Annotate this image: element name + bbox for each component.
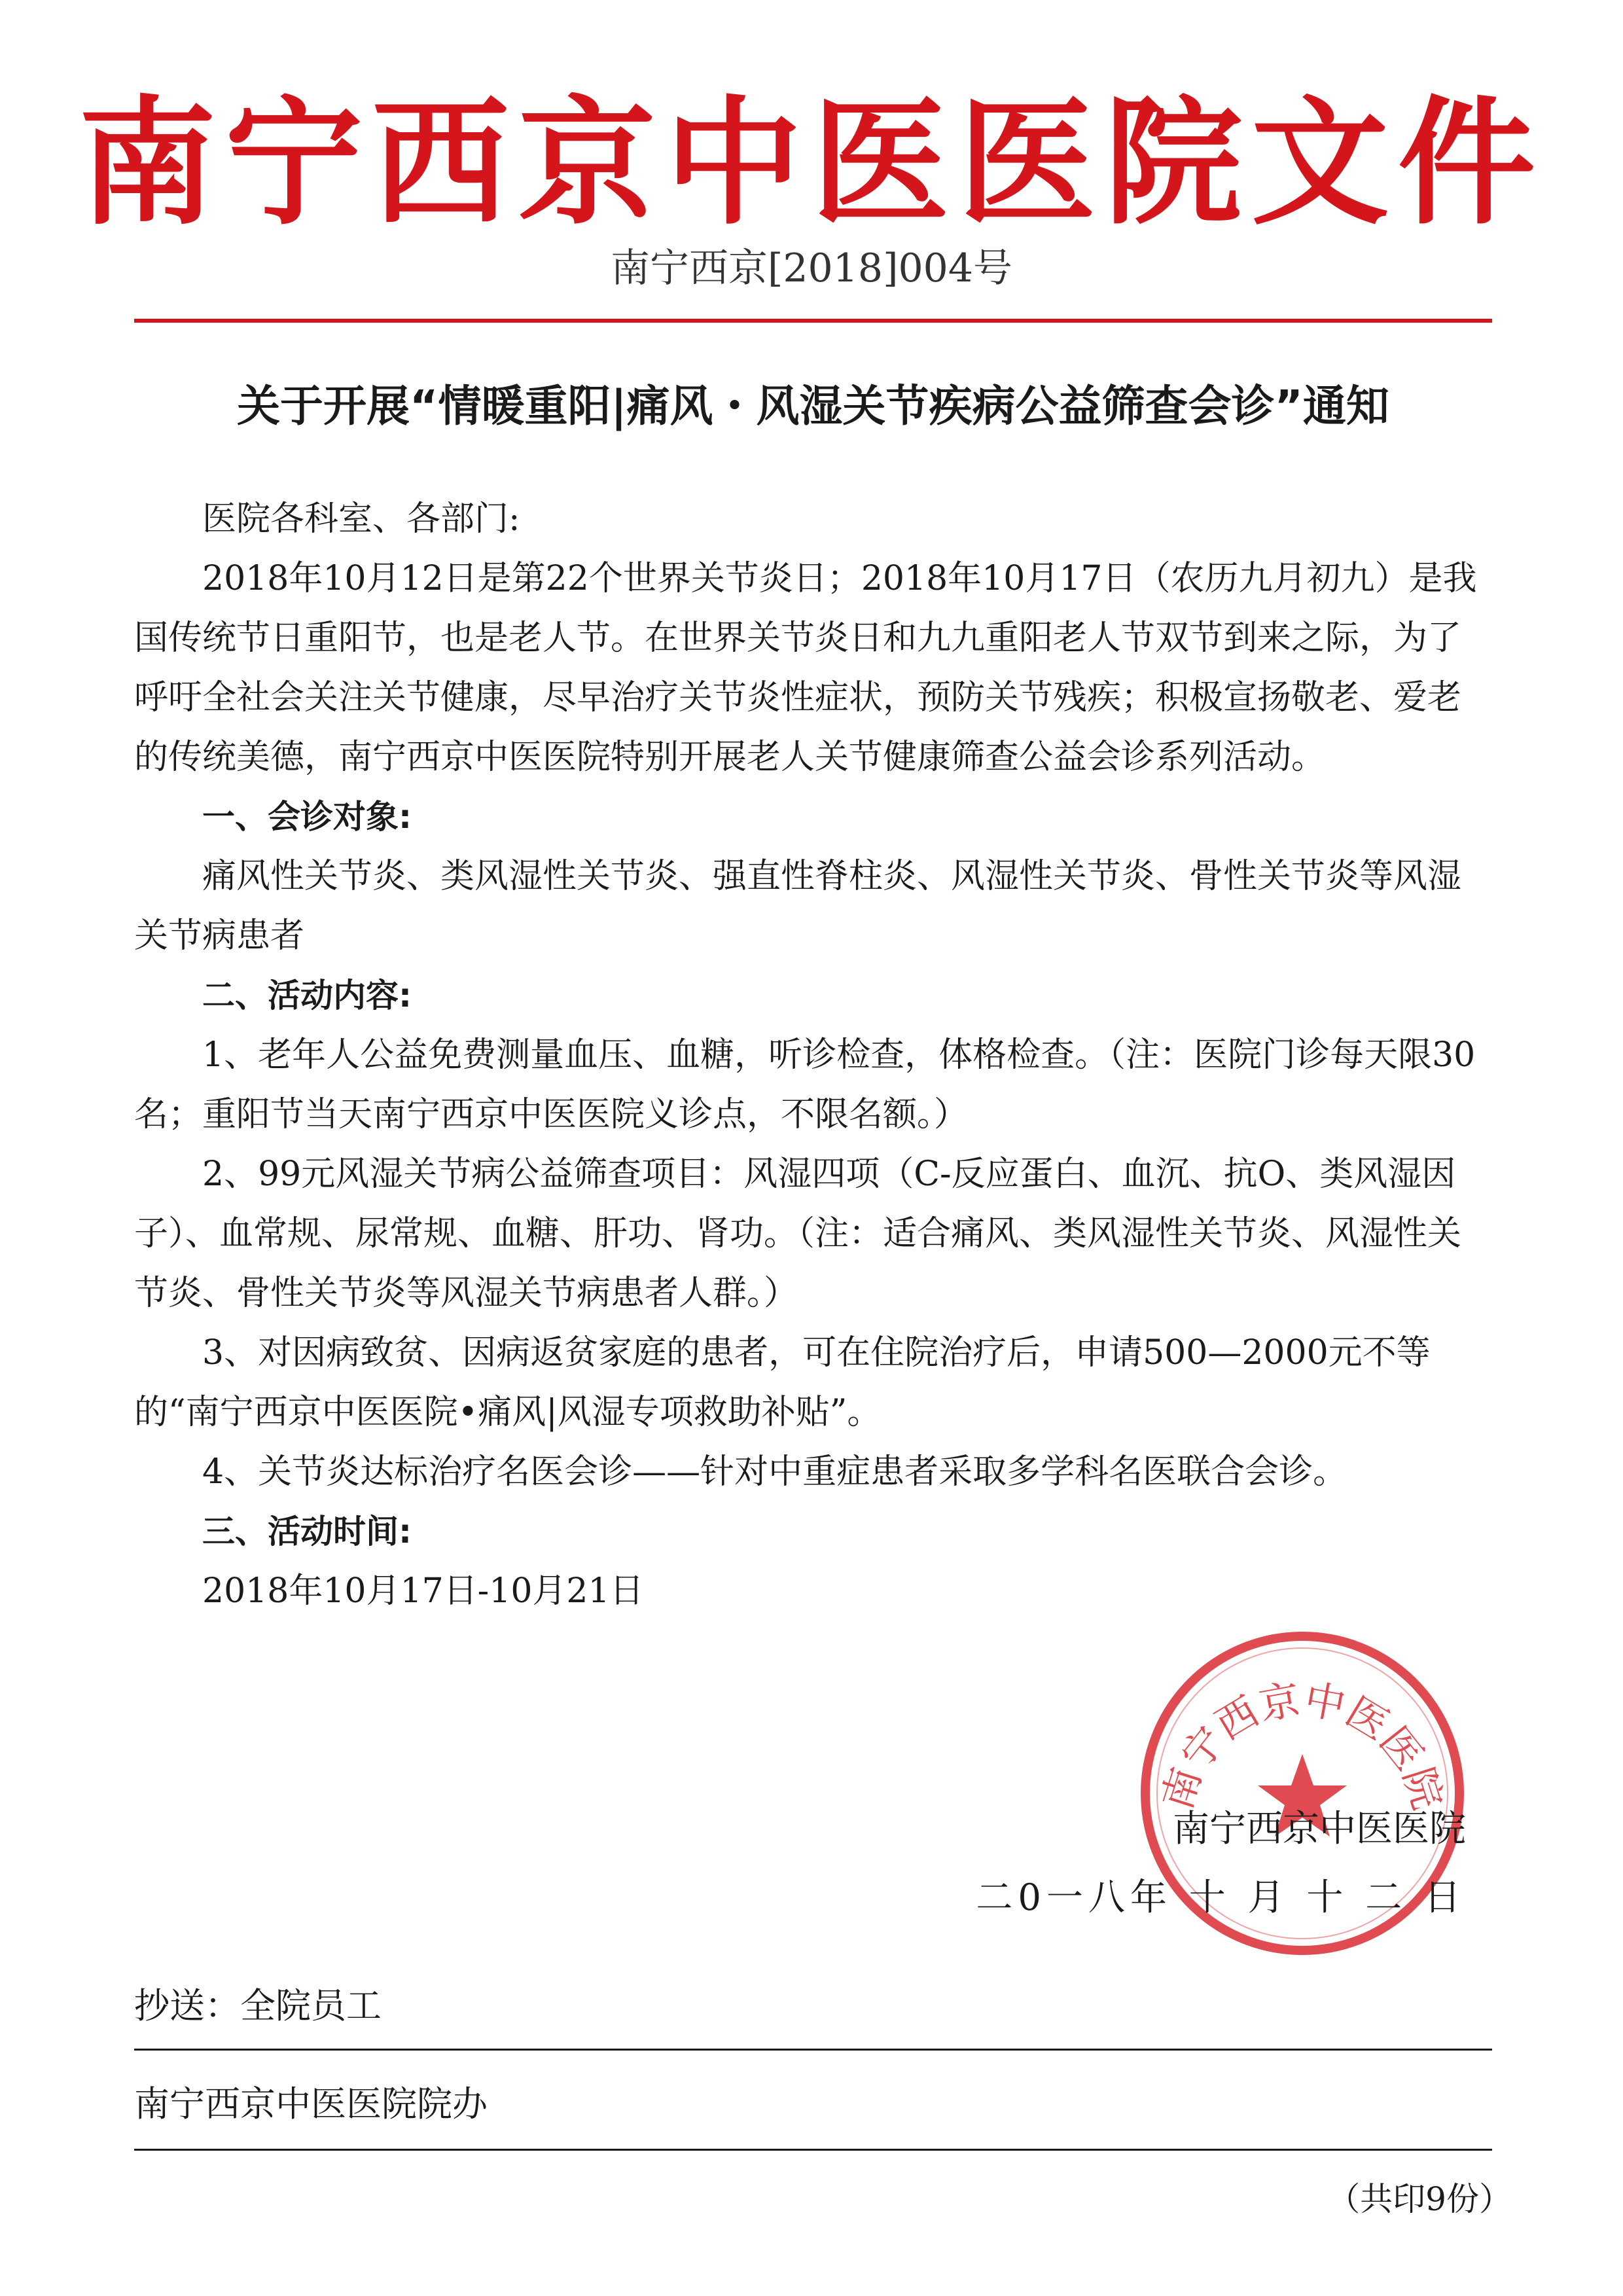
issuing-office: 南宁西京中医医院院办 — [134, 2083, 488, 2125]
print-copies-count: （共印9份） — [1327, 2180, 1512, 2218]
svg-text:南宁西京中医医院: 南宁西京中医医院 — [1152, 1675, 1452, 1816]
activity-item: 2、99元风湿关节病公益筛查项目：风湿四项（C-反应蛋白、血沉、抗O、类风湿因子）、血常规、尿常规、血糖、肝功、肾功。（注：适合痛风、类风湿性关节炎、风湿性关节炎、骨性关节炎等风湿关节病患者人群。） — [134, 1155, 1462, 1313]
intro-paragraph: 2018年10月12日是第22个世界关节炎日；2018年10月17日（农历九月初九）是我国传统节日重阳节，也是老人节。在世界关节炎日和九九重阳老人节双节到来之际，为了呼吁全社会关注关节健康，尽早治疗关节炎性症状，预防关节残疾；积极宣扬敬老、爱老的传统美德，南宁西京中医医院特别开展老人关节健康筛查公益会诊系列活动。 — [134, 559, 1477, 777]
signature-organization: 南宁西京中医医院 — [1173, 1808, 1466, 1850]
activity-item: 4、关节炎达标治疗名医会诊——针对中重症患者采取多学科名医联合会诊。 — [202, 1452, 1347, 1492]
section-heading-targets: 一、会诊对象: — [202, 798, 412, 836]
section-heading-time: 三、活动时间: — [202, 1513, 412, 1551]
salutation: 医院各科室、各部门: — [202, 499, 520, 539]
activity-item: 1、老年人公益免费测量血压、血糖，听诊检查，体格检查。（注：医院门诊每天限30名；重阳节当天南宁西京中医医院义诊点，不限名额。） — [134, 1035, 1476, 1134]
footer-divider-bottom — [134, 2149, 1492, 2151]
section-heading-activities: 二、活动内容: — [202, 977, 412, 1014]
header-red-divider — [134, 319, 1492, 323]
notice-title: 关于开展“情暖重阳|痛风・风湿关节疾病公益筛查会诊”通知 — [237, 381, 1389, 431]
footer-divider-top — [134, 2049, 1492, 2051]
signature-date: 二0一八年 十 月 十 二 日 — [976, 1876, 1466, 1919]
notice-body — [134, 490, 1492, 1621]
document-header-title: 南宁西京中医医院文件 — [78, 83, 1544, 243]
section-time-content: 2018年10月17日-10月21日 — [202, 1571, 644, 1611]
document-number: 南宁西京[2018]004号 — [610, 245, 1013, 291]
cc-recipients: 抄送：全院员工 — [134, 1985, 382, 2026]
section-targets-content: 痛风性关节炎、类风湿性关节炎、强直性脊柱炎、风湿性关节炎、骨性关节炎等风湿关节病患者 — [134, 857, 1462, 956]
activity-item: 3、对因病致贫、因病返贫家庭的患者，可在住院治疗后，申请500—2000元不等的“南宁西京中医医院•痛风|风湿专项救助补贴”。 — [134, 1333, 1431, 1432]
